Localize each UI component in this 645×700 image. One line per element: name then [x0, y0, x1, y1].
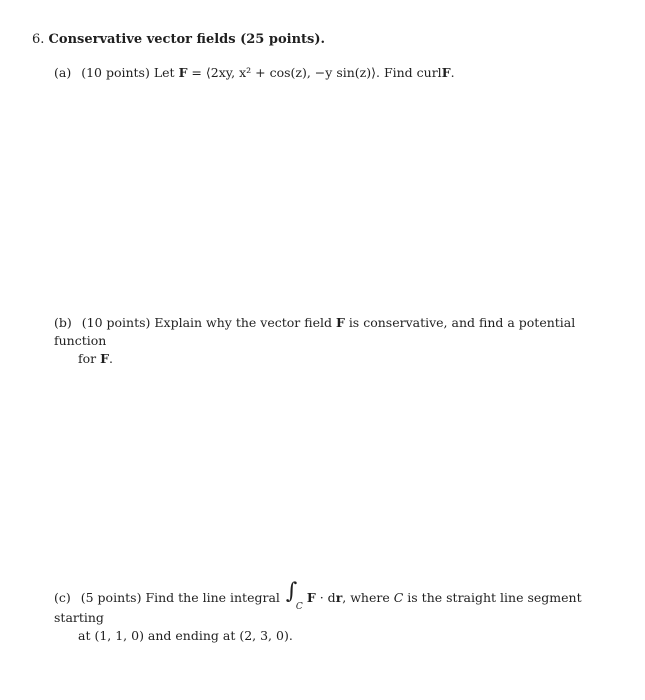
part-a-period: .: [450, 65, 455, 80]
part-a-curl-field: F: [441, 65, 451, 80]
part-b-text-3: for: [78, 351, 97, 366]
integrand-field: F: [306, 590, 316, 605]
part-b-field-symbol: F: [335, 315, 345, 330]
part-c: [54, 579, 614, 645]
integral-sign: ∫: [285, 579, 298, 604]
part-a: [54, 64, 614, 82]
part-a-formula: = ⟨2xy, x² + cos(z), −y sin(z)⟩.: [191, 65, 380, 80]
part-b-label: (b): [54, 315, 72, 330]
part-a-label: (a): [54, 65, 72, 80]
part-c-text-3: is the straight line segment starting: [54, 590, 582, 625]
part-c-line-2: at (1, 1, 0) and ending at (2, 3, 0).: [78, 628, 293, 643]
part-c-label: (c): [54, 590, 71, 605]
problem-title: Conservative vector fields (25 points).: [48, 32, 326, 47]
part-a-text-3: Find curl: [383, 65, 442, 80]
part-c-text-1: Find the line integral: [145, 590, 280, 605]
part-b-points: (10 points): [81, 315, 151, 330]
part-b-text-2: is conservative, and find a potential function: [54, 315, 576, 348]
part-b-line-2: [54, 350, 614, 368]
integral-subscript: C: [295, 602, 303, 612]
part-a-points: (10 points): [81, 65, 150, 80]
integrand-r: r: [335, 590, 343, 605]
part-a-field-symbol: F: [178, 65, 188, 80]
part-b-text-1: Explain why the vector field: [154, 315, 332, 330]
problem-number: 6.: [32, 32, 45, 47]
problem-heading: [32, 32, 325, 47]
part-c-text-2: , where: [342, 590, 390, 605]
integrand-dot: · d: [315, 590, 336, 605]
part-c-points: (5 points): [80, 590, 142, 605]
part-b: [54, 314, 614, 368]
part-b-period: .: [109, 351, 113, 366]
part-b-field-symbol-2: F: [100, 351, 109, 366]
line-integral-symbol: [285, 579, 304, 612]
part-a-text-1: Let: [153, 65, 175, 80]
part-c-curve: C: [393, 590, 404, 605]
